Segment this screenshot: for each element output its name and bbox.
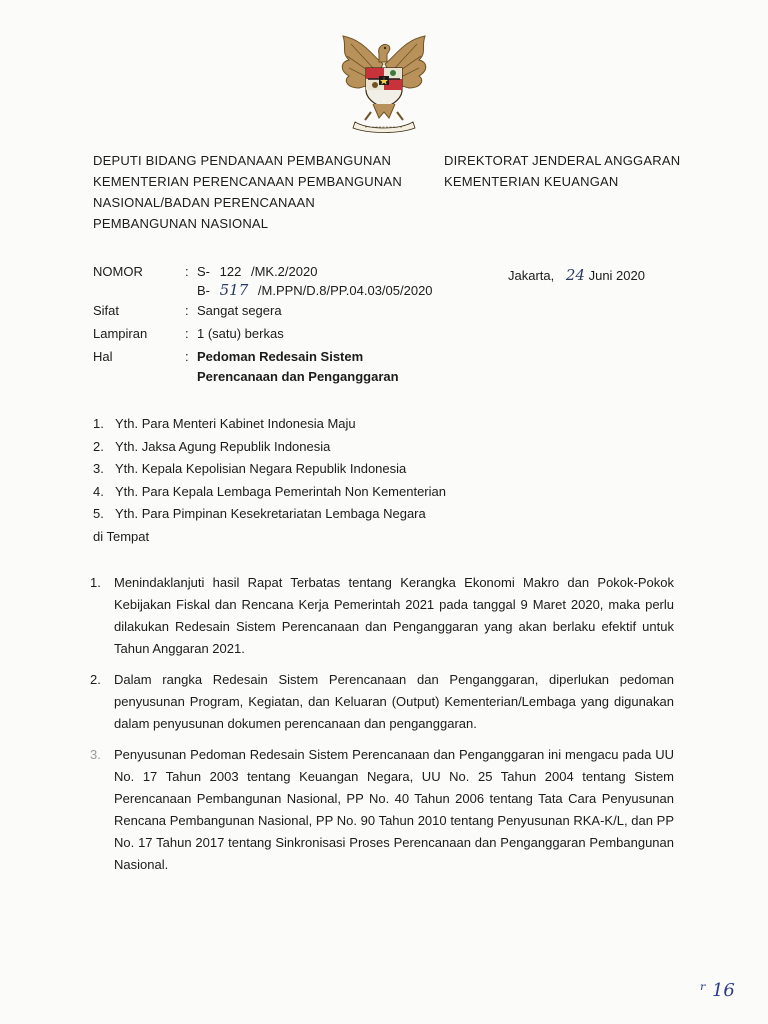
- header-left-line: PEMBANGUNAN NASIONAL: [93, 216, 269, 231]
- hal-colon: :: [185, 349, 189, 364]
- recipient-text: Yth. Jaksa Agung Republik Indonesia: [115, 438, 331, 454]
- recipient-text: Yth. Para Kepala Lembaga Pemerintah Non Kementerian: [115, 483, 446, 499]
- body-paragraphs: [90, 572, 674, 885]
- hal-value-line-1: Pedoman Redesain Sistem: [197, 349, 364, 364]
- paragraph-number: 2.: [90, 672, 101, 687]
- handwritten-page-mark: ʳ 16: [700, 980, 735, 1001]
- recipient-text: Yth. Kepala Kepolisian Negara Republik Indonesia: [115, 461, 407, 477]
- recipient-list: [93, 413, 446, 549]
- nomor-2-prefix: B-: [197, 283, 210, 298]
- recipient-text: Yth. Para Pimpinan Kesekretariatan Lembaga Negara: [115, 506, 426, 522]
- recipient-item: [93, 413, 446, 436]
- body-paragraph: [90, 572, 674, 660]
- body-paragraph: [90, 744, 674, 876]
- recipient-item: [93, 436, 446, 459]
- paragraph-text: Dalam rangka Redesain Sistem Perencanaan dan Penganggaran, diperlukan pedoman penyusunan Program, Kegiatan, dan Keluaran (Output) Kementerian/Lembaga yang digunakan dalam penyusunan dokumen perencanaan dan penganggaran.: [114, 672, 674, 731]
- paragraph-text: Menindaklanjuti hasil Rapat Terbatas tentang Kerangka Ekonomi Makro dan Pokok-Pokok Kebijakan Fiskal dan Rencana Kerja Pemerintah 2021 pada tanggal 9 Maret 2020, maka perlu dilakukan Redesain Sistem Perencanaan dan Penganggaran yang akan berlaku efektif untuk Tahun Anggaran 2021.: [114, 575, 674, 656]
- lampiran-value: 1 (satu) berkas: [197, 326, 284, 341]
- lampiran-label: Lampiran: [93, 326, 148, 341]
- nomor-1-suffix: /MK.2/2020: [250, 264, 318, 279]
- recipient-number: 4.: [93, 483, 104, 499]
- body-paragraph: [90, 669, 674, 735]
- nomor-1-number: 122: [219, 264, 242, 279]
- date-day: 24: [565, 266, 585, 284]
- header-left-line: KEMENTERIAN PERENCANAAN PEMBANGUNAN: [93, 174, 402, 189]
- nomor-value-2: [197, 281, 433, 299]
- header-left-block: [93, 150, 423, 234]
- recipient-item: [93, 481, 446, 504]
- recipient-number: 1.: [93, 416, 104, 431]
- header-left-line: DEPUTI BIDANG PENDANAAN PEMBANGUNAN: [93, 153, 392, 168]
- hal-value-line-2: Perencanaan dan Penganggaran: [197, 369, 399, 384]
- nomor-value-1: [197, 264, 317, 279]
- date-month-year: Juni 2020: [588, 268, 645, 283]
- nomor-1-prefix: S-: [197, 264, 210, 279]
- recipient-item: [93, 458, 446, 481]
- paragraph-number: 1.: [90, 575, 101, 590]
- nomor-2-number: 517: [219, 281, 249, 299]
- date-city: Jakarta,: [508, 268, 555, 283]
- nomor-2-suffix: /M.PPN/D.8/PP.04.03/05/2020: [257, 283, 433, 298]
- recipient-number: 5.: [93, 506, 104, 522]
- recipient-item: [93, 503, 446, 526]
- sifat-label: Sifat: [93, 303, 120, 318]
- nomor-label: NOMOR: [93, 264, 143, 279]
- paragraph-number: 3.: [90, 747, 101, 762]
- header-right-line: DIREKTORAT JENDERAL ANGGARAN: [444, 153, 681, 168]
- header-right-line: KEMENTERIAN KEUANGAN: [444, 174, 619, 189]
- header-left-line: NASIONAL/BADAN PERENCANAAN: [93, 195, 315, 210]
- header-right-block: [444, 150, 744, 192]
- nomor-colon: :: [185, 264, 189, 279]
- hal-label: Hal: [93, 349, 113, 364]
- recipient-place: di Tempat: [93, 528, 150, 544]
- letter-date: [508, 266, 645, 284]
- sifat-value: Sangat segera: [197, 303, 282, 318]
- sifat-colon: :: [185, 303, 189, 318]
- recipient-number: 3.: [93, 461, 104, 477]
- paragraph-text: Penyusunan Pedoman Redesain Sistem Perencanaan dan Penganggaran ini mengacu pada UU No. 17 Tahun 2003 tentang Keuangan Negara, UU No. 25 Tahun 2004 tentang Sistem Perencanaan Pembangunan Nasional, PP No. 40 Tahun 2006 tentang Tata Cara Penyusunan Rencana Pembangunan Nasional, PP No. 90 Tahun 2010 tentang Penyusunan RKA-K/L, dan PP No. 17 Tahun 2017 tentang Sinkronisasi Proses Perencanaan dan Penganggaran Pembangunan Nasional.: [114, 747, 674, 872]
- recipient-text: Yth. Para Menteri Kabinet Indonesia Maju: [115, 416, 356, 431]
- garuda-emblem-icon: [333, 34, 435, 134]
- lampiran-colon: :: [185, 326, 189, 341]
- recipient-number: 2.: [93, 438, 104, 454]
